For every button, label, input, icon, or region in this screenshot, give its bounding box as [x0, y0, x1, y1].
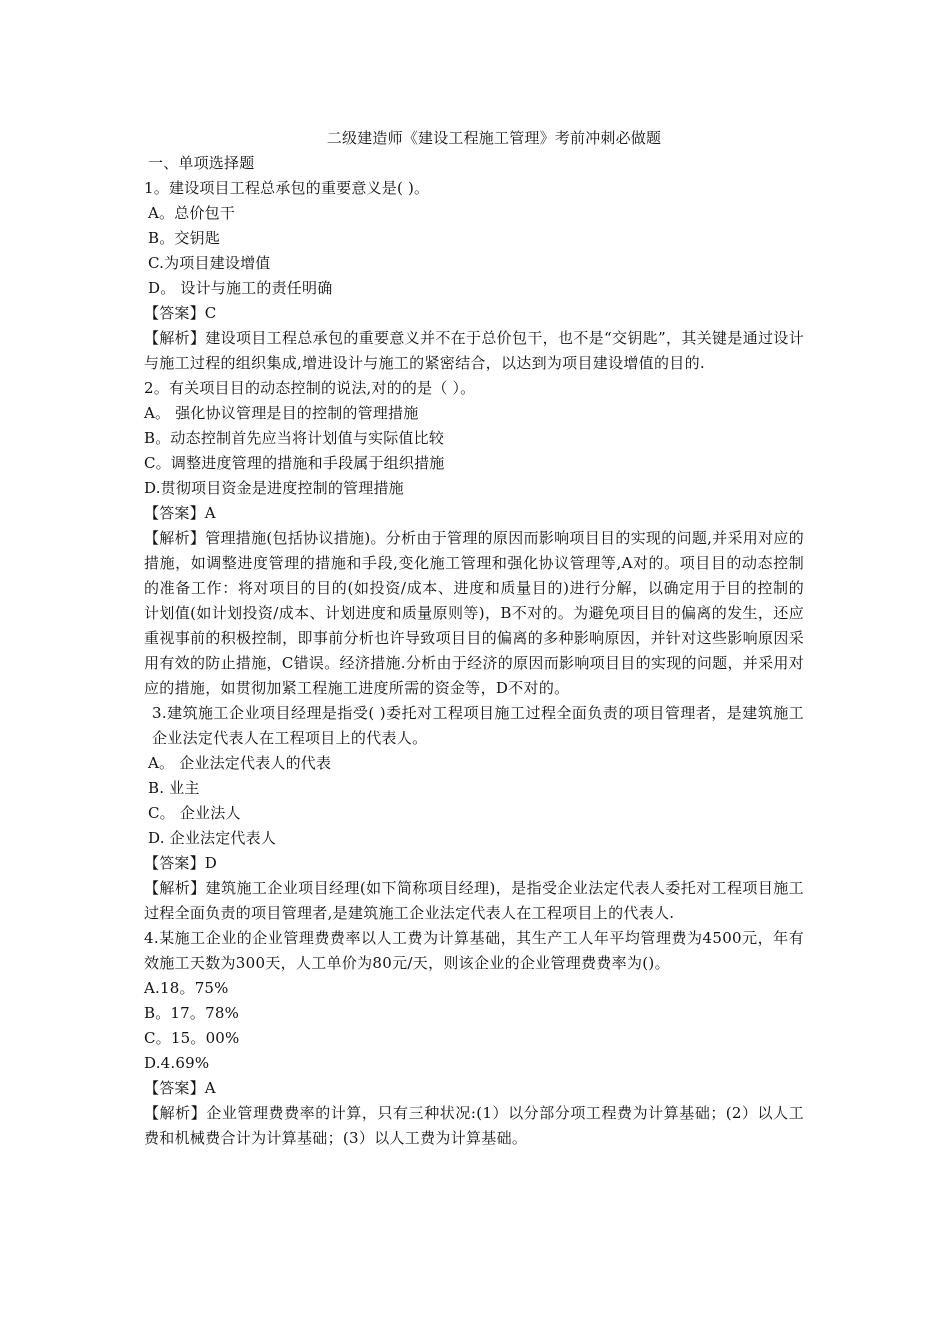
question-4-option-c: C。15。00% — [144, 1029, 240, 1047]
question-1-answer: 【答案】C — [144, 304, 217, 322]
question-4-option-d: D.4.69% — [144, 1054, 210, 1072]
question-2-analysis: 【解析】管理措施(包括协议措施)。分析由于管理的原因而影响项目目的实现的问题,并采用对应的措施，如调整进度管理的措施和手段,变化施工管理和强化协议管理等,A对的。项目目的动态控制的准备工作：将对项目的目的(如投资/成本、进度和质量目的)进行分解，以确定用于目的控制的计划值(如计划投资/成本、计划进度和质量原则等)，B不对的。为避免项目目的偏离的发生，还应重视事前的积极控制，即事前分析也许导致项目目的偏离的多种影响原因，并针对这些影响原因采用有效的防止措施，C错误。经济措施.分析由于经济的原因而影响项目目的实现的问题，并采用对应的措施，如贯彻加紧工程施工进度所需的资金等，D不对的。 — [144, 529, 804, 697]
question-3-option-b: B. 业主 — [148, 779, 200, 797]
question-2-answer: 【答案】A — [144, 504, 216, 522]
question-3-option-a: A。 企业法定代表人的代表 — [148, 754, 332, 772]
question-4-option-a: A.18。75% — [144, 979, 229, 997]
question-1-option-d: D。 设计与施工的责任明确 — [148, 279, 333, 297]
section-heading: 一、单项选择题 — [148, 154, 255, 172]
question-2-option-b: B。动态控制首先应当将计划值与实际值比较 — [144, 429, 445, 447]
question-1-option-c: C.为项目建设增值 — [148, 254, 271, 272]
question-3-option-c: C。 企业法人 — [148, 804, 241, 822]
question-4-option-b: B。17。78% — [144, 1004, 240, 1022]
question-1-option-b: B。交钥匙 — [148, 229, 221, 247]
question-3-option-d: D. 企业法定代表人 — [148, 829, 277, 847]
question-3-analysis: 【解析】建筑施工企业项目经理(如下简称项目经理)，是指受企业法定代表人委托对工程项目施工过程全面负责的项目管理者,是建筑施工企业法定代表人在工程项目上的代表人. — [144, 879, 804, 922]
question-4-answer: 【答案】A — [144, 1079, 216, 1097]
question-2-option-d: D.贯彻项目资金是进度控制的管理措施 — [144, 479, 404, 497]
document-title: 二级建造师《建设工程施工管理》考前冲刺必做题 — [326, 129, 662, 147]
question-3-answer: 【答案】D — [144, 854, 218, 872]
question-2-option-c: C。调整进度管理的措施和手段属于组织措施 — [144, 454, 445, 472]
question-1-analysis: 【解析】建设项目工程总承包的重要意义并不在于总价包干，也不是“交钥匙”，其关键是通过设计与施工过程的组织集成,增进设计与施工的紧密结合，以达到为项目建设增值的目的. — [144, 329, 804, 372]
question-2-stem: 2。有关项目目的动态控制的说法,对的的是（ ）。 — [144, 379, 476, 397]
question-2-option-a: A。 强化协议管理是目的控制的管理措施 — [144, 404, 419, 422]
question-4-analysis: 【解析】企业管理费费率的计算，只有三种状况:(1）以分部分项工程费为计算基础；(2）以人工费和机械费合计为计算基础；(3）以人工费为计算基础。 — [144, 1104, 804, 1147]
question-1-option-a: A。总价包干 — [148, 204, 236, 222]
document-page — [144, 126, 804, 1151]
question-3-stem: 3.建筑施工企业项目经理是指受( )委托对工程项目施工过程全面负责的项目管理者，是建筑施工企业法定代表人在工程项目上的代表人。 — [152, 704, 804, 747]
question-4-stem: 4.某施工企业的企业管理费费率以人工费为计算基础，其生产工人年平均管理费为4500元，年有效施工天数为300天，人工单价为80元/天，则该企业的企业管理费费率为()。 — [144, 929, 804, 972]
question-1-stem: 1。建设项目工程总承包的重要意义是( )。 — [144, 179, 430, 197]
